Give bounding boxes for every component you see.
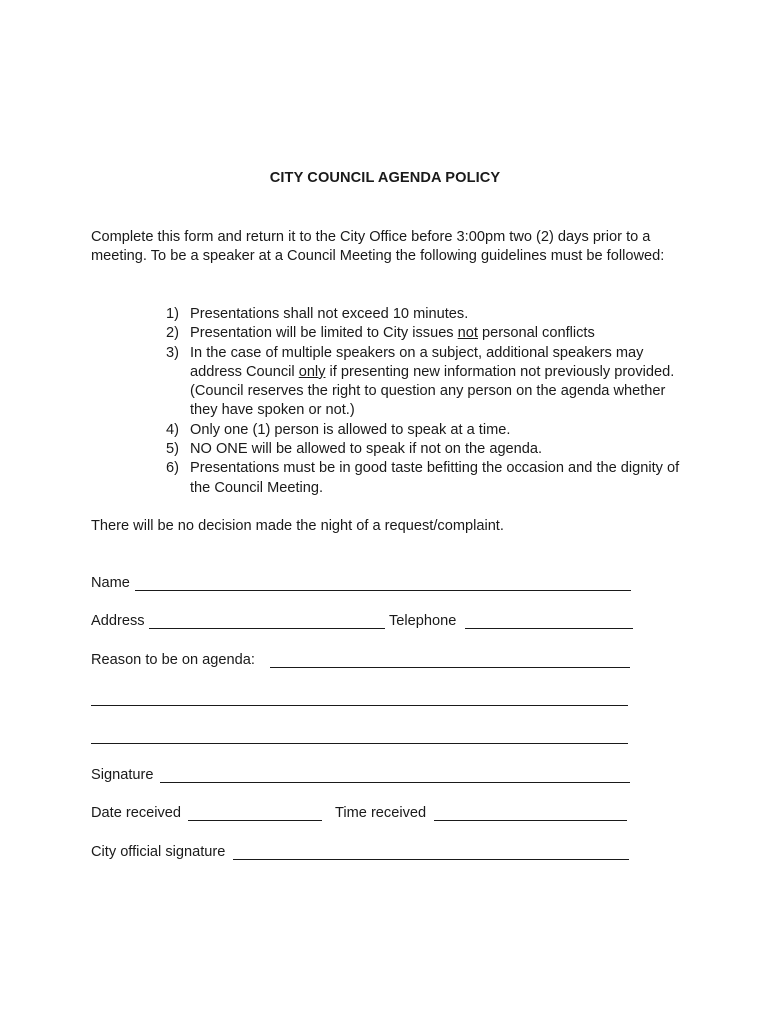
telephone-label: Telephone — [389, 613, 457, 629]
reason-line[interactable] — [270, 667, 630, 668]
guideline-number: 5) — [166, 441, 179, 458]
guideline-number: 1) — [166, 306, 179, 322]
reason-label: Reason to be on agenda: — [91, 652, 255, 668]
date-received-label: Date received — [91, 805, 182, 821]
decision-note: There will be no decision made the night of a request/complaint. — [91, 518, 504, 534]
name-label: Name — [91, 575, 130, 591]
address-label: Address — [91, 613, 145, 629]
guideline-item — [166, 305, 696, 324]
guidelines-list — [166, 305, 696, 498]
name-field-row — [91, 573, 636, 593]
reason-field-row — [91, 650, 636, 670]
guideline-text: Presentations must be in good taste befitting the occasion and the dignity of the Council Meeting. — [190, 460, 680, 496]
guideline-item — [166, 421, 696, 440]
address-field-row — [91, 611, 636, 631]
guideline-text: Only one (1) person is allowed to speak at a time. — [190, 421, 511, 438]
name-line[interactable] — [135, 590, 631, 591]
guideline-emphasis: only — [298, 363, 326, 380]
guideline-number: 6) — [166, 460, 179, 477]
time-received-line[interactable] — [434, 820, 627, 821]
telephone-line[interactable] — [465, 628, 633, 629]
document-title: CITY COUNCIL AGENDA POLICY — [269, 170, 501, 186]
guideline-item — [166, 440, 696, 459]
city-official-signature-label: City official signature — [91, 844, 226, 860]
guideline-number: 3) — [166, 344, 179, 361]
guideline-item — [166, 459, 696, 498]
reason-line-3[interactable] — [91, 743, 628, 744]
guideline-emphasis: not — [457, 325, 478, 342]
guideline-text: NO ONE will be allowed to speak if not on the agenda. — [190, 441, 543, 458]
guideline-item — [166, 344, 696, 421]
guideline-number: 4) — [166, 421, 179, 438]
guideline-number: 2) — [166, 325, 179, 342]
guideline-text: if presenting new information not previously provided. (Council reserves the right to question any person on the agenda whether they have spoken or not.) — [190, 363, 675, 419]
signature-line[interactable] — [160, 782, 630, 783]
address-line[interactable] — [149, 628, 385, 629]
intro-paragraph: Complete this form and return it to the City Office before 3:00pm two (2) days prior to a meeting. To be a speaker at a Council Meeting the following guidelines must be followed: — [91, 229, 665, 265]
city-official-field-row — [91, 842, 636, 862]
time-received-label: Time received — [335, 805, 427, 821]
date-received-line[interactable] — [188, 820, 322, 821]
city-official-signature-line[interactable] — [233, 859, 629, 860]
reason-line-2[interactable] — [91, 705, 628, 706]
received-field-row — [91, 803, 636, 823]
guideline-text: personal conflicts — [477, 325, 595, 342]
signature-label: Signature — [91, 767, 154, 783]
guideline-item — [166, 324, 696, 343]
guideline-text: Presentations shall not exceed 10 minutes. — [190, 306, 469, 322]
signature-field-row — [91, 765, 636, 785]
guideline-text: In the case of multiple speakers on a subject, additional speakers may address Council — [190, 344, 644, 380]
guideline-text: Presentation will be limited to City issues — [190, 325, 458, 342]
